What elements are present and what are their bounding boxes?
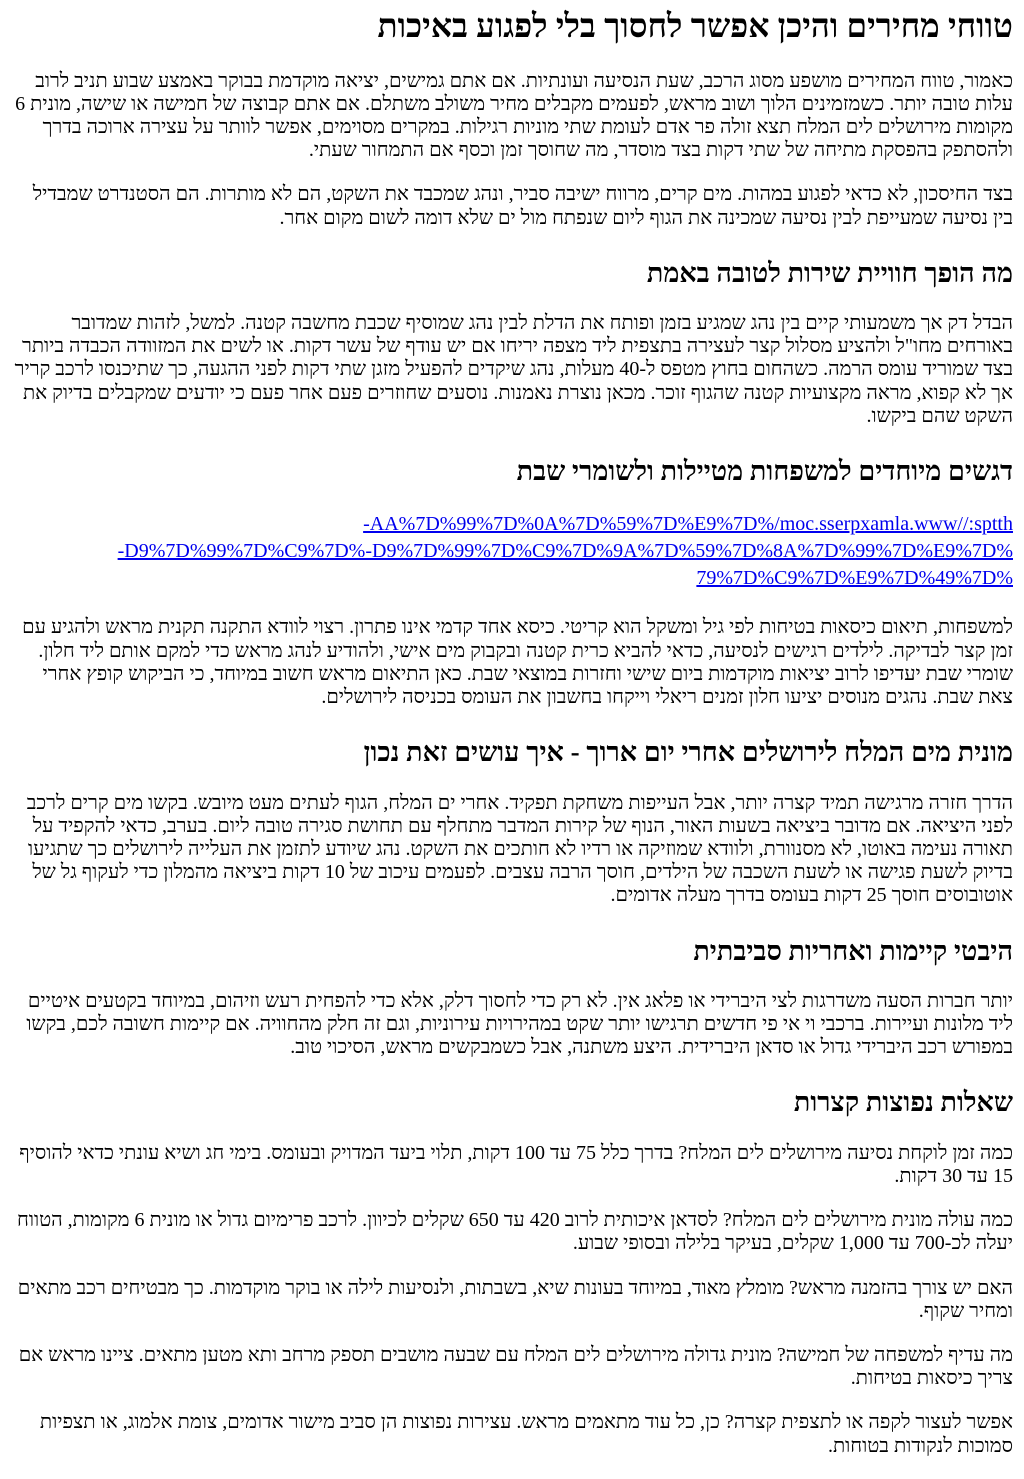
faq-paragraph-family: מה עדיף למשפחה של חמישה? מונית גדולה מירושלים לים המלח עם שבעה מושבים תספק מרחב ותא מטען מתאים. ציינו מראש אם צריך כיסאות בטיחות.	[18, 1343, 1013, 1390]
service-paragraph: הבדל דק אך משמעותי קיים בין נהג שמגיע בזמן ופותח את הדלת לבין נהג שמוסיף שכבת מחשבה קטנה. למשל, לזהות שמדובר באורחים מחו"ל ולהציע מסלול קצר לעצירה בתצפית ליד מצפה יריחו אם יש עודף של עשר דקות. או לשים את המזוודה הכבדה ביותר בצד שמוריד עומס הרמה. כשהחום בחוץ מטפס ל-40 מעלות, נהג שיקדים להפעיל מזגן שתי דקות לפני ההגעה, כך שתיכנסו לרכב קריר אך לא קפוא, מראה מקצועיות קטנה שהגוף זוכר. מכאן נוצרת נאמנות. נוסעים שחוזרים פעם אחר פעם כי יודעים שמקבלים בדיוק את השקט שהם ביקשו.	[14, 312, 1013, 427]
article-link-line-1[interactable]: -AA%7D%99%7D%0A%7D%59%7D%E9%7D%/moc.sserpxamla.www//:sptth	[363, 513, 1013, 536]
section-heading-service: מה הופך חוויית שירות לטובה באמת	[646, 257, 1013, 288]
article-link[interactable]	[11, 511, 1013, 592]
section-heading-faq: שאלות נפוצות קצרות	[793, 1087, 1013, 1118]
section-heading-return-trip: מונית מים המלח לירושלים אחרי יום ארוך - איך עושים זאת נכון	[363, 737, 1013, 768]
faq-paragraph-stops: אפשר לעצור לקפה או לתצפית קצרה? כן, כל עוד מתאמים מראש. עצירות נפוצות הן סביב מישור אדומים, צומת אלמוג, או תצפיות סמוכות לנקודות בטוחות.	[39, 1411, 1013, 1457]
faq-paragraph-duration: כמה זמן לוקחת נסיעה מירושלים לים המלח? בדרך כלל 75 עד 100 דקות, תלוי ביעד המדויק ובעומס. בימי חג ושיא עונתי כדאי להוסיף 15 עד 30 דקות.	[19, 1141, 1013, 1188]
families-paragraph: למשפחות, תיאום כיסאות בטיחות לפי גיל ומשקל הוא קריטי. כיסא אחד קדמי אינו פתרון. רצוי לוודא התקנה תקנית מראש ולהגיע עם זמן קצר לבדיקה. לילדים רגישים לנסיעה, כדאי להביא כרית קטנה ובקבוק מים אישי, ולהודיע לנהג מראש כדי למקם אותם ליד חלון. שומרי שבת יעדיפו לרוב יציאות מוקדמות ביום שישי וחזרות במוצאי שבת. כאן התיאום מראש חשוב במיוחד, כי הביקוש קופץ אחרי צאת שבת. נהגים מנוסים יציעו חלון זמנים ריאלי וייקחו בחשבון את העומס בכניסה לירושלים.	[22, 616, 1013, 708]
article-title: טווחי מחירים והיכן אפשר לחסוך בלי לפגוע באיכות	[377, 9, 1013, 45]
section-heading-families: דגשים מיוחדים למשפחות מטיילות ולשומרי שבת	[516, 456, 1013, 487]
return-trip-paragraph: הדרך חזרה מרגישה תמיד קצרה יותר, אבל העייפות משחקת תפקיד. אחרי ים המלח, הגוף לעתים מעט מיובש. בקשו מים קרים לרכב לפני היציאה. אם מדובר ביציאה בשעות האור, הנוף של קירות המדבר מתחלף עם תחושת סגירה טובה ליום. בערב, כדאי להקפיד על תאורה נעימה באוטו, לא מסנוורת, ולוודא שמוזיקה או רדיו לא חותכים את השקט. נהג שיודע לתזמן את העלייה לירושלים כך שתגיעו בדיוק לשעת פגישה או לשעת השכבה של הילדים, חוסך הרבה עצבים. לפעמים עיכוב של 10 דקות ביציאה מהמלון כדי לעקוף גל של אוטובוסים חוסך 25 דקות בעומס בדרך מעלה אדומים.	[26, 791, 1013, 907]
article-body	[11, 8, 1013, 1458]
section-heading-sustainability: היבטי קיימות ואחריות סביבתית	[693, 935, 1013, 966]
article-link-line-3[interactable]: 79%7D%C9%7D%E9%7D%49%7D%	[696, 567, 1013, 590]
article-link-paragraph	[11, 511, 1013, 592]
faq-paragraph-price: כמה עולה מונית מירושלים לים המלח? לסדאן איכותית לרוב 420 עד 650 שקלים לכיוון. לרכב פרימיום גדול או מונית 6 מקומות, הטווח יעלה לכ-700 עד 1,000 שקלים, בעיקר בלילה ובסופי שבוע.	[17, 1209, 1013, 1255]
faq-paragraph-booking: האם יש צורך בהזמנה מראש? מומלץ מאוד, במיוחד בעונות שיא, בשבתות, ולנסיעות לילה או בוקר מוקדמות. כך מבטיחים רכב מתאים ומחיר שקוף.	[17, 1276, 1013, 1322]
intro-paragraph-2: בצד החיסכון, לא כדאי לפגוע במהות. מים קרים, מרווח ישיבה סביר, ונהג שמכבד את השקט, הם לא מותרות. הם הסטנדרט שמבדיל בין נסיעה שמעייפת לבין נסיעה שמכינה את הגוף ליום שנפתח מול ים שלא דומה לשום מקום אחר.	[32, 183, 1013, 229]
intro-paragraph-1: כאמור, טווח המחירים מושפע מסוג הרכב, שעת הנסיעה ועונתיות. אם אתם גמישים, יציאה מוקדמת בבוקר באמצע שבוע תניב לרוב עלות טובה יותר. כשמזמינים הלוך ושוב מראש, לפעמים מקבלים מחיר משולב משתלם. אם אתם קבוצה של חמישה או שישה, מונית 6 מקומות מירושלים לים המלח תצא זולה פר אדם לעומת שתי מוניות רגילות. במקרים מסוימים, אפשר לוותר על עצירה ארוכה בדרך ולהסתפק בהפסקת מתיחה של שתי דקות בצד מוסדר, מה שחוסך זמן וכסף אם התמחור שעתי.	[15, 69, 1013, 162]
article-link-line-2[interactable]: -D9%7D%99%7D%C9%7D%-D9%7D%99%7D%C9%7D%9A%7D%59%7D%8A%7D%99%7D%E9%7D%	[117, 540, 1013, 563]
sustainability-paragraph: יותר חברות הסעה משדרגות לצי היברידי או פלאג אין. לא רק כדי לחסוך דלק, אלא כדי להפחית רעש וזיהום, במיוחד בקטעים איטיים ליד מלונות ועיירות. ברכבי וי אי פי חדשים תרגישו יותר שקט במהירויות עירוניות, וגם זה חלק מהחוויה. אם קיימות חשובה לכם, בקשו במפורש רכב היברידי גדול או סדאן היברידית. היצע משתנה, אבל כשמבקשים מראש, הסיכוי טוב.	[26, 989, 1013, 1059]
